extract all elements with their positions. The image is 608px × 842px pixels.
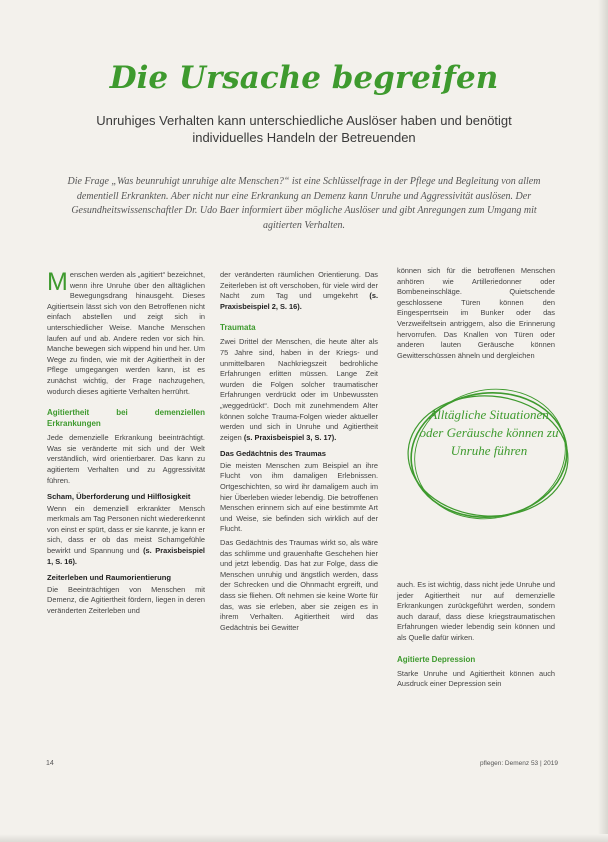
paragraph: auch. Es ist wichtig, dass nicht jede Unruhe und jeder Agitiertheit nur auf demenzielle Erkrankungen zurückgeführt werden, sondern auch darauf, dass diese kriegstraumatischen Erfahrungen wieder lebendig sein können und als Quelle dafür wirken. bbox=[397, 580, 555, 642]
page-edge-shadow bbox=[0, 834, 608, 842]
paragraph bbox=[47, 504, 205, 568]
text-column-3-continued bbox=[397, 580, 555, 693]
page-number: 14 bbox=[46, 760, 54, 767]
paragraph-text: der veränderten räumlichen Orientierung. Das Zeiterleben ist oft verschoben, für viele wird der Nacht zum Tag und umgekehrt bbox=[220, 270, 378, 301]
sub-heading: Zeiterleben und Raumorientierung bbox=[47, 573, 172, 583]
text-column-1 bbox=[47, 270, 205, 619]
paragraph-text: enschen werden als „agitiert“ bezeichnet, wenn ihre Unruhe über den alltäglichen Bewegungsdrang hinausgeht. Dieses Agitiertsein lässt sich von den Betroffenen nicht einfach abstellen und zeigt sich in unterschiedlicher Weise. Manche Menschen laufen auf und ab. Andere reden vor sich hin. Manche bewegen sich wippend hin und her. Um Wege zu finden, wie mit der Agitiertheit in der Pflege umgegangen werden kann, ist es zunächst wichtig, der Frage nachzugehen, wodurch dieses agitierte Verhalten herrührt. bbox=[47, 270, 205, 396]
paragraph: Jede demenzielle Erkrankung beeinträchtigt. Was sie veränderte mit sich und der Welt verständlich, wird orientierbarer. Das kann zu agitiertem Verhalten und zu Aggressivität führen. bbox=[47, 433, 205, 485]
article-intro: Die Frage „Was beunruhigt unruhige alte Menschen?“ ist eine Schlüsselfrage in der Pflege und Begleitung von allem dementiell Erkrankten. Aber nicht nur eine Erkrankung an Demenz kann Unruhe und Aggressivität auslösen. Der Gesundheitswissenschaftler Dr. Udo Baer informiert über mögliche Auslöser und gibt Anregungen zum Umgang mit agitierten Verhalten. bbox=[67, 176, 541, 231]
practice-reference: (s. Praxisbeispiel 2, S. 16). bbox=[220, 291, 378, 311]
paragraph bbox=[220, 337, 378, 443]
journal-footer: pflegen: Demenz 53 | 2019 bbox=[480, 760, 558, 767]
article-title: Die Ursache begreifen bbox=[109, 60, 499, 96]
paragraph-text: Zwei Drittel der Menschen, die heute älter als 75 Jahre sind, haben in der Kriegs- und unmittelbaren Nachkriegszeit bedrohliche Erfahrungen erlitten müssen. Lange Zeit wurden die Folgen solcher traumatischer Erfahrungen verdrückt oder im Unbewussten „weggedrückt“. Doch mit zunehmendem Alter können solche Trauma-Folgen wieder aktueller werden und sich in Unruhe und Agitiertheit zeigen bbox=[220, 337, 378, 442]
sub-heading: Scham, Überforderung und Hilflosigkeit bbox=[47, 492, 191, 502]
text-column-3 bbox=[397, 266, 555, 364]
paragraph: Die meisten Menschen zum Beispiel an ihre Flucht von ihm damaligen Erlebnissen. Ortgeschichten, so wird ihr damaligem auch im hier Überleben wieder lebendig. Die betroffenen Menschen erinnern sich auf eine bestimmte Art und Weise, sie befinden sich wirklich auf der Flucht. bbox=[220, 460, 378, 534]
page-edge-shadow bbox=[598, 0, 608, 842]
text-column-2 bbox=[220, 270, 378, 636]
section-heading: Agitierte Depression bbox=[397, 654, 476, 664]
article-subtitle: Unruhiges Verhalten kann unterschiedliche Auslöser haben und benötigt individuelles Handeln der Betreuenden bbox=[96, 113, 512, 145]
paragraph: Das Gedächtnis des Traumas wirkt so, als wäre das schlimme und grauenhafte Geschehen hier und jetzt lebendig. Das hat zur Folge, dass die Menschen unruhig und ängstlich werden, dass der Schrecken und die Ohnmacht ergreift, und dass sie fliehen. Oft nehmen sie keine Worte für das, was sie erleben, aber sie zeigen es in ihrem Verhalten. Agitiertheit wird das Gedächtnis bei Gewitter bbox=[220, 537, 378, 632]
paragraph: können sich für die betroffenen Menschen anhören wie Artilleriedonner oder Bombeneinschläge. Quietschende geschlossene Türen können den Eingesperrtsein im Bunker oder das Verzweifeltsein antriggern, also die Erinnerung hervorrufen. Das Knallen von Türen oder anderen lauten Geräusche können Gewitterschüssen ähneln und dergleichen bbox=[397, 266, 555, 360]
paragraph: Die Beeinträchtigen von Menschen mit Demenz, die Agitiertheit fördern, liegen in deren veränderten Zeiterleben und bbox=[47, 584, 205, 615]
sub-heading: Das Gedächtnis des Traumas bbox=[220, 449, 326, 459]
pull-quote-text: Alltägliche Situationen oder Geräusche können zu Unruhe führen bbox=[419, 407, 559, 458]
practice-reference: (s. Praxisbeispiel 3, S. 17). bbox=[243, 432, 337, 442]
practice-reference: (s. Praxisbeispiel 1, S. 16). bbox=[47, 545, 205, 566]
paragraph bbox=[220, 270, 378, 312]
drop-cap: M bbox=[47, 268, 68, 296]
pull-quote bbox=[404, 384, 574, 526]
paragraph-text: Wenn ein demenziell erkrankter Mensch merkmals am Tag Personen nicht wiedererkennt von einst er spürt, dass er sie kannte, je kann er sich, dass er ob das meist Schamgefühle bewirkt und Spannung und bbox=[47, 503, 206, 555]
section-heading: Agitiertheit bei demenziellen Erkrankungen bbox=[47, 408, 205, 429]
paragraph: Starke Unruhe und Agitiertheit können auch Ausdruck einer Depression sein bbox=[397, 668, 555, 689]
paragraph bbox=[47, 270, 205, 397]
section-heading: Traumata bbox=[220, 323, 256, 333]
